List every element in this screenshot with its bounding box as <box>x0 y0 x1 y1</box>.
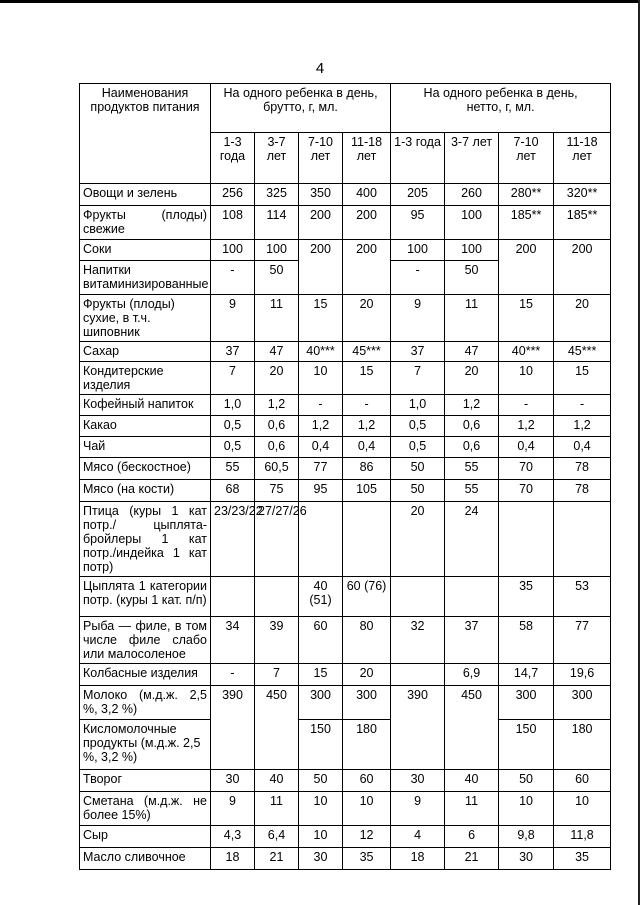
value-cell <box>445 577 499 617</box>
value-cell: 200 <box>343 206 391 240</box>
header-brutto: На одного ребенка в день, брутто, г, мл. <box>211 84 391 133</box>
value-cell: 47 <box>255 342 299 362</box>
value-cell: 10 <box>299 362 343 395</box>
value-cell: 50 <box>499 770 554 792</box>
value-cell: 350 <box>299 184 343 206</box>
value-cell: 55 <box>211 458 255 480</box>
table-row <box>80 664 611 686</box>
value-cell: 15 <box>554 362 611 395</box>
value-cell: 100 <box>211 240 255 261</box>
value-cell: 100 <box>391 240 445 261</box>
value-cell: 35 <box>499 577 554 617</box>
value-cell: 300 <box>343 686 391 720</box>
value-cell: 10 <box>299 792 343 826</box>
value-cell: 9 <box>211 295 255 342</box>
value-cell: 40 <box>445 770 499 792</box>
value-cell: 10 <box>554 792 611 826</box>
value-cell: 7 <box>391 362 445 395</box>
age-netto-1-3: 1-3 года <box>391 133 445 184</box>
value-cell: 77 <box>554 617 611 664</box>
age-netto-3-7: 3-7 лет <box>445 133 499 184</box>
value-cell <box>554 502 611 577</box>
value-cell: 50 <box>255 261 299 295</box>
value-cell <box>391 664 445 686</box>
age-brutto-1-3: 1-3 года <box>211 133 255 184</box>
value-cell: - <box>299 395 343 416</box>
table-row <box>80 686 611 720</box>
age-brutto-7-10: 7-10 лет <box>299 133 343 184</box>
value-cell: 320** <box>554 184 611 206</box>
value-cell: 300 <box>554 686 611 720</box>
food-norms-table <box>79 83 611 870</box>
value-cell: 1,2 <box>299 416 343 437</box>
value-cell: 32 <box>391 617 445 664</box>
value-cell: 20 <box>343 295 391 342</box>
table-row <box>80 362 611 395</box>
value-cell: 256 <box>211 184 255 206</box>
value-cell: 21 <box>445 848 499 870</box>
product-name: Какао <box>80 416 211 437</box>
product-name: Колбасные изделия <box>80 664 211 686</box>
value-cell: 185** <box>554 206 611 240</box>
value-cell: 39 <box>255 617 299 664</box>
value-cell: 95 <box>391 206 445 240</box>
value-cell: 11,8 <box>554 826 611 848</box>
value-cell: 0,4 <box>299 437 343 458</box>
age-brutto-3-7: 3-7 лет <box>255 133 299 184</box>
product-name: Мясо (бескостное) <box>80 458 211 480</box>
value-cell <box>211 577 255 617</box>
value-cell: 0,4 <box>343 437 391 458</box>
value-cell: 10 <box>499 792 554 826</box>
product-name: Чай <box>80 437 211 458</box>
table-row <box>80 342 611 362</box>
table-row <box>80 240 611 261</box>
table-row <box>80 577 611 617</box>
table-row <box>80 502 611 577</box>
table-row <box>80 206 611 240</box>
value-cell: 1,2 <box>343 416 391 437</box>
value-cell: 95 <box>299 480 343 502</box>
value-cell: 0,4 <box>554 437 611 458</box>
value-cell: 15 <box>343 362 391 395</box>
value-cell: 7 <box>255 664 299 686</box>
value-cell: 11 <box>255 295 299 342</box>
value-cell: 19,6 <box>554 664 611 686</box>
value-cell: 77 <box>299 458 343 480</box>
value-cell: - <box>211 261 255 295</box>
value-cell: 55 <box>445 458 499 480</box>
table-row <box>80 184 611 206</box>
value-cell: 20 <box>255 362 299 395</box>
value-cell: 60 (76) <box>343 577 391 617</box>
value-cell: 50 <box>391 480 445 502</box>
value-cell: 58 <box>499 617 554 664</box>
value-cell: - <box>499 395 554 416</box>
value-cell: 10 <box>499 362 554 395</box>
table-row <box>80 416 611 437</box>
value-cell: 400 <box>343 184 391 206</box>
value-cell: 60,5 <box>255 458 299 480</box>
value-cell: 9 <box>211 792 255 826</box>
value-cell <box>391 577 445 617</box>
product-name: Масло сливочное <box>80 848 211 870</box>
value-cell: 45*** <box>343 342 391 362</box>
value-cell: 50 <box>445 261 499 295</box>
table-row <box>80 437 611 458</box>
product-name: Фрукты (плоды) свежие <box>80 206 211 240</box>
value-cell: 0,6 <box>445 437 499 458</box>
product-name: Сахар <box>80 342 211 362</box>
product-name: Фрукты (плоды) сухие, в т.ч. шиповник <box>80 295 211 342</box>
value-cell: 0,6 <box>255 416 299 437</box>
value-cell <box>343 502 391 577</box>
value-cell: 53 <box>554 577 611 617</box>
table-row <box>80 720 611 770</box>
value-cell: 0,6 <box>445 416 499 437</box>
table-row <box>80 480 611 502</box>
value-cell: 300 <box>499 686 554 720</box>
product-name: Мясо (на кости) <box>80 480 211 502</box>
product-name: Овощи и зелень <box>80 184 211 206</box>
value-cell: 70 <box>499 480 554 502</box>
value-cell: 114 <box>255 206 299 240</box>
value-cell: 100 <box>255 240 299 261</box>
value-cell: 6 <box>445 826 499 848</box>
value-cell: 60 <box>299 617 343 664</box>
value-cell: 1,2 <box>499 416 554 437</box>
value-cell: 14,7 <box>499 664 554 686</box>
value-cell: 1,2 <box>255 395 299 416</box>
value-cell: 37 <box>391 342 445 362</box>
value-cell: 30 <box>211 770 255 792</box>
value-cell: 105 <box>343 480 391 502</box>
value-cell: 68 <box>211 480 255 502</box>
value-cell: 4,3 <box>211 826 255 848</box>
table-row <box>80 770 611 792</box>
value-cell: - <box>211 664 255 686</box>
value-cell: 450 <box>445 686 499 770</box>
value-cell: 7 <box>211 362 255 395</box>
value-cell: 205 <box>391 184 445 206</box>
value-cell: 60 <box>554 770 611 792</box>
value-cell: 185** <box>499 206 554 240</box>
value-cell: 0,6 <box>255 437 299 458</box>
value-cell: 35 <box>343 848 391 870</box>
value-cell: 100 <box>445 240 499 261</box>
value-cell: 9 <box>391 792 445 826</box>
table-row <box>80 458 611 480</box>
product-name: Рыба — филе, в том числе филе слабо или малосоленое <box>80 617 211 664</box>
table-row <box>80 617 611 664</box>
value-cell: 30 <box>391 770 445 792</box>
value-cell: 18 <box>211 848 255 870</box>
page-number: 4 <box>315 60 325 77</box>
value-cell: 1,0 <box>211 395 255 416</box>
value-cell: - <box>554 395 611 416</box>
age-brutto-11-18: 11-18 лет <box>343 133 391 184</box>
value-cell: 40*** <box>499 342 554 362</box>
value-cell: 40 (51) <box>299 577 343 617</box>
value-cell: 0,4 <box>499 437 554 458</box>
value-cell: 200 <box>499 240 554 295</box>
value-cell: 18 <box>391 848 445 870</box>
value-cell: 70 <box>499 458 554 480</box>
product-name: Сметана (м.д.ж. не более 15%) <box>80 792 211 826</box>
value-cell: 12 <box>343 826 391 848</box>
value-cell: 108 <box>211 206 255 240</box>
table-row <box>80 848 611 870</box>
product-name: Соки <box>80 240 211 261</box>
value-cell: 30 <box>499 848 554 870</box>
value-cell: 1,0 <box>391 395 445 416</box>
value-cell: 15 <box>299 664 343 686</box>
value-cell: 35 <box>554 848 611 870</box>
value-cell: 390 <box>391 686 445 770</box>
product-name: Напитки витаминизированные <box>80 261 211 295</box>
table-row <box>80 395 611 416</box>
value-cell: 0,5 <box>391 437 445 458</box>
value-cell: 10 <box>299 826 343 848</box>
product-name: Цыплята 1 категории потр. (куры 1 кат. п/п) <box>80 577 211 617</box>
product-name: Кофейный напиток <box>80 395 211 416</box>
value-cell: 180 <box>554 720 611 770</box>
value-cell: 20 <box>391 502 445 577</box>
product-name: Творог <box>80 770 211 792</box>
value-cell: 37 <box>445 617 499 664</box>
value-cell: 20 <box>445 362 499 395</box>
value-cell: 80 <box>343 617 391 664</box>
value-cell: 11 <box>445 295 499 342</box>
value-cell: 4 <box>391 826 445 848</box>
value-cell: 10 <box>343 792 391 826</box>
value-cell: 45*** <box>554 342 611 362</box>
value-cell: 260 <box>445 184 499 206</box>
value-cell: 180 <box>343 720 391 770</box>
product-name: Птица (куры 1 кат потр./ цыплята-бройлеры 1 кат потр./индейка 1 кат потр) <box>80 502 211 577</box>
value-cell: - <box>343 395 391 416</box>
header-netto: На одного ребенка в день, нетто, г, мл. <box>391 84 611 133</box>
value-cell: 280** <box>499 184 554 206</box>
value-cell: 0,5 <box>211 437 255 458</box>
value-cell: 78 <box>554 458 611 480</box>
value-cell: 86 <box>343 458 391 480</box>
value-cell: 23/23/22 <box>211 502 255 577</box>
age-netto-7-10: 7-10 лет <box>499 133 554 184</box>
value-cell: 11 <box>255 792 299 826</box>
value-cell: 24 <box>445 502 499 577</box>
value-cell: 200 <box>299 206 343 240</box>
value-cell: 50 <box>299 770 343 792</box>
value-cell: 50 <box>391 458 445 480</box>
header-row-groups <box>80 84 611 133</box>
value-cell: 21 <box>255 848 299 870</box>
value-cell: 27/27/26 <box>255 502 299 577</box>
table-row <box>80 792 611 826</box>
value-cell: 325 <box>255 184 299 206</box>
value-cell: 15 <box>299 295 343 342</box>
product-name: Молоко (м.д.ж. 2,5 %, 3,2 %) <box>80 686 211 720</box>
value-cell: 37 <box>211 342 255 362</box>
value-cell: 75 <box>255 480 299 502</box>
table-row <box>80 826 611 848</box>
value-cell: 200 <box>299 240 343 295</box>
value-cell: 20 <box>554 295 611 342</box>
value-cell: 0,5 <box>391 416 445 437</box>
product-name: Кисломолочные продукты (м.д.ж. 2,5 %, 3,2 %) <box>80 720 211 770</box>
value-cell <box>255 577 299 617</box>
value-cell: 6,4 <box>255 826 299 848</box>
value-cell: 150 <box>499 720 554 770</box>
value-cell: 390 <box>211 686 255 770</box>
value-cell: 30 <box>299 848 343 870</box>
value-cell: 1,2 <box>554 416 611 437</box>
value-cell: 40*** <box>299 342 343 362</box>
value-cell: 450 <box>255 686 299 770</box>
value-cell: 15 <box>499 295 554 342</box>
value-cell: 300 <box>299 686 343 720</box>
value-cell: 6,9 <box>445 664 499 686</box>
value-cell: 150 <box>299 720 343 770</box>
value-cell: 78 <box>554 480 611 502</box>
value-cell: 20 <box>343 664 391 686</box>
value-cell <box>499 502 554 577</box>
value-cell: 0,5 <box>211 416 255 437</box>
value-cell: 47 <box>445 342 499 362</box>
value-cell: 34 <box>211 617 255 664</box>
value-cell: 9 <box>391 295 445 342</box>
value-cell: 1,2 <box>445 395 499 416</box>
product-name: Сыр <box>80 826 211 848</box>
header-product-name: Наименования продуктов питания <box>80 84 211 184</box>
product-name: Кондитерские изделия <box>80 362 211 395</box>
value-cell: 11 <box>445 792 499 826</box>
value-cell: - <box>391 261 445 295</box>
value-cell: 55 <box>445 480 499 502</box>
value-cell: 40 <box>255 770 299 792</box>
table-row <box>80 295 611 342</box>
value-cell: 200 <box>554 240 611 295</box>
value-cell: 200 <box>343 240 391 295</box>
scan-edge-top <box>0 0 640 3</box>
value-cell: 60 <box>343 770 391 792</box>
value-cell: 100 <box>445 206 499 240</box>
age-netto-11-18: 11-18 лет <box>554 133 611 184</box>
value-cell: 9,8 <box>499 826 554 848</box>
